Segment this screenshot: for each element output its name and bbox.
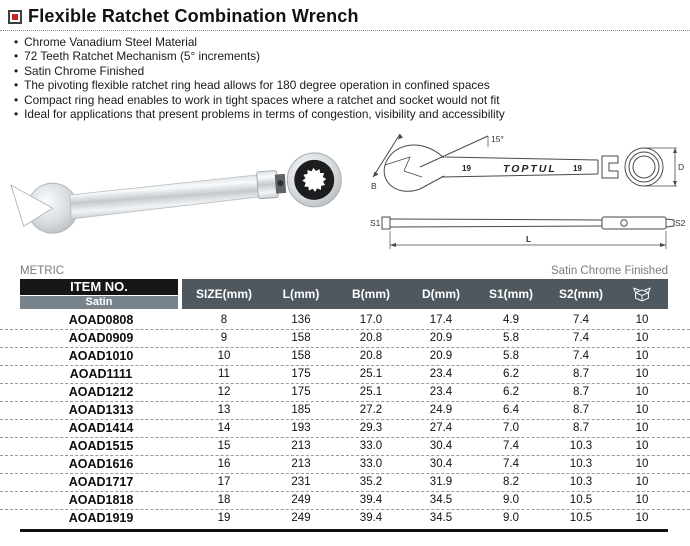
cell-item-no: AOAD1515	[68, 439, 134, 454]
feature-item	[14, 78, 690, 92]
cell-qty: 10	[635, 440, 649, 453]
cell-b: 20.8	[359, 332, 383, 345]
table-row	[0, 330, 690, 348]
cell-s1: 4.9	[503, 314, 519, 327]
col-header-b: B(mm)	[336, 279, 406, 309]
cell-s2: 7.4	[573, 314, 589, 327]
cell-s1: 5.8	[503, 332, 519, 345]
brand-text: TOPTUL	[503, 163, 557, 176]
cell-item-no: AOAD1212	[68, 385, 134, 400]
cell-size: 9	[220, 332, 228, 345]
table-row	[0, 402, 690, 420]
cell-s1: 6.4	[503, 404, 519, 417]
col-header-s2: S2(mm)	[546, 279, 616, 309]
cell-b: 39.4	[359, 512, 383, 525]
cell-s1: 7.0	[503, 422, 519, 435]
bullet-dot: •	[14, 49, 19, 64]
cell-d: 17.4	[429, 314, 453, 327]
cell-d: 30.4	[429, 440, 453, 453]
cell-item-no: AOAD1818	[68, 493, 134, 508]
cell-l: 193	[291, 422, 311, 435]
cell-l: 185	[291, 404, 311, 417]
cell-size: 13	[217, 404, 231, 417]
cell-s2: 10.3	[569, 476, 593, 489]
cell-b: 29.3	[359, 422, 383, 435]
cell-s1: 8.2	[503, 476, 519, 489]
cell-qty: 10	[635, 512, 649, 525]
cell-size: 8	[220, 314, 228, 327]
cell-s2: 10.5	[569, 494, 593, 507]
cell-d: 20.9	[429, 350, 453, 363]
table-row	[0, 474, 690, 492]
page-title: Flexible Ratchet Combination Wrench	[28, 6, 359, 26]
feature-text: Satin Chrome Finished	[24, 63, 145, 78]
cell-l: 158	[291, 332, 311, 345]
cell-d: 30.4	[429, 458, 453, 471]
cell-b: 27.2	[359, 404, 383, 417]
cell-l: 249	[291, 512, 311, 525]
feature-list	[0, 31, 690, 121]
cell-qty: 10	[635, 368, 649, 381]
cell-s1: 6.2	[503, 386, 519, 399]
table-row	[0, 492, 690, 510]
size-stamp-right: 19	[573, 164, 582, 174]
cell-size: 11	[218, 368, 230, 381]
cell-s2: 10.3	[569, 458, 593, 471]
cell-b: 35.2	[359, 476, 383, 489]
cell-l: 231	[291, 476, 311, 489]
cell-item-no: AOAD1616	[68, 457, 134, 472]
cell-qty: 10	[635, 476, 649, 489]
feature-text: The pivoting flexible ratchet ring head allows for 180 degree operation in confined spaces	[24, 78, 490, 93]
cell-qty: 10	[635, 386, 649, 399]
feature-text: Ideal for applications that present problems in terms of congestion, visibility and accessibility	[24, 107, 505, 122]
bullet-dot: •	[14, 78, 19, 93]
finish-label: Satin Chrome Finished	[551, 265, 668, 278]
feature-item	[14, 93, 690, 107]
col-header-s1: S1(mm)	[476, 279, 546, 309]
red-square-bullet-icon	[8, 10, 22, 24]
cell-size: 12	[217, 386, 231, 399]
cell-item-no: AOAD1919	[68, 511, 134, 526]
cell-s2: 8.7	[573, 404, 589, 417]
cell-s2: 8.7	[573, 422, 589, 435]
cell-item-no: AOAD1313	[68, 403, 134, 418]
satin-subheader: Satin	[20, 296, 178, 309]
dim-s1-label: S1	[370, 218, 381, 229]
table-row	[0, 312, 690, 330]
dim-d-label: D	[678, 162, 685, 173]
cell-size: 18	[217, 494, 231, 507]
cell-qty: 10	[635, 332, 649, 345]
cell-size: 10	[217, 350, 231, 363]
cell-d: 27.4	[429, 422, 453, 435]
cell-d: 34.5	[429, 512, 453, 525]
angle-label: 15°	[491, 134, 504, 145]
feature-text: Compact ring head enables to work in tight spaces where a ratchet and socket would not fit	[24, 92, 500, 107]
cell-size: 15	[217, 440, 231, 453]
dim-s2-label: S2	[675, 218, 686, 229]
cell-d: 23.4	[429, 368, 453, 381]
cell-qty: 10	[635, 458, 649, 471]
cell-item-no: AOAD0808	[68, 313, 134, 328]
feature-item	[14, 64, 690, 78]
cell-l: 249	[291, 494, 311, 507]
dim-b-label: B	[371, 181, 377, 192]
cell-s2: 8.7	[573, 368, 589, 381]
cell-s2: 7.4	[573, 332, 589, 345]
metric-label: METRIC	[20, 265, 65, 278]
cell-s1: 7.4	[503, 458, 519, 471]
cell-size: 16	[217, 458, 231, 471]
feature-item	[14, 35, 690, 49]
cell-b: 33.0	[359, 440, 383, 453]
table-bottom-rule	[20, 529, 668, 532]
cell-b: 39.4	[359, 494, 383, 507]
table-row	[0, 348, 690, 366]
cell-item-no: AOAD1717	[68, 475, 134, 490]
cell-l: 213	[291, 440, 311, 453]
cell-s1: 7.4	[503, 440, 519, 453]
carton-box-icon	[631, 285, 653, 304]
cell-l: 175	[291, 368, 311, 381]
cell-s1: 9.0	[503, 512, 519, 525]
table-row	[0, 438, 690, 456]
cell-l: 213	[291, 458, 311, 471]
table-row	[0, 366, 690, 384]
spec-table-header	[20, 279, 668, 309]
feature-text: 72 Teeth Ratchet Mechanism (5° increments)	[24, 49, 261, 64]
cell-item-no: AOAD1010	[68, 349, 134, 364]
cell-s1: 5.8	[503, 350, 519, 363]
table-row	[0, 456, 690, 474]
col-header-qty	[616, 279, 668, 309]
dim-l-label: L	[526, 234, 532, 245]
cell-b: 17.0	[359, 314, 383, 327]
cell-qty: 10	[635, 404, 649, 417]
dimension-drawing-front	[370, 127, 686, 207]
cell-s2: 10.5	[569, 512, 593, 525]
cell-qty: 10	[635, 314, 649, 327]
cell-size: 17	[217, 476, 231, 489]
cell-b: 25.1	[359, 386, 383, 399]
cell-d: 23.4	[429, 386, 453, 399]
col-header-l: L(mm)	[266, 279, 336, 309]
cell-item-no: AOAD1414	[68, 421, 134, 436]
cell-size: 19	[217, 512, 231, 525]
bullet-dot: •	[14, 92, 19, 107]
product-figures	[0, 123, 690, 263]
cell-b: 33.0	[359, 458, 383, 471]
dimension-drawing-side	[370, 209, 686, 263]
product-photo-wrench	[8, 125, 360, 261]
cell-s1: 9.0	[503, 494, 519, 507]
cell-b: 25.1	[359, 368, 383, 381]
table-row	[0, 510, 690, 528]
bullet-dot: •	[14, 107, 19, 122]
cell-d: 24.9	[429, 404, 453, 417]
cell-s1: 6.2	[503, 368, 519, 381]
cell-qty: 10	[635, 350, 649, 363]
cell-l: 136	[291, 314, 311, 327]
cell-qty: 10	[635, 494, 649, 507]
feature-item	[14, 107, 690, 121]
cell-s2: 8.7	[573, 386, 589, 399]
table-row	[0, 420, 690, 438]
cell-qty: 10	[635, 422, 649, 435]
table-meta	[20, 265, 668, 277]
cell-l: 158	[291, 350, 311, 363]
bullet-dot: •	[14, 35, 19, 49]
cell-d: 20.9	[429, 332, 453, 345]
cell-b: 20.8	[359, 350, 383, 363]
bullet-dot: •	[14, 63, 19, 78]
size-stamp-left: 19	[462, 164, 471, 174]
cell-l: 175	[291, 386, 311, 399]
item-no-header: ITEM NO.	[20, 279, 178, 295]
table-row	[0, 384, 690, 402]
col-header-size: SIZE(mm)	[182, 279, 266, 309]
cell-s2: 10.3	[569, 440, 593, 453]
cell-item-no: AOAD1111	[69, 367, 133, 382]
page-header	[0, 0, 690, 31]
col-header-d: D(mm)	[406, 279, 476, 309]
cell-size: 14	[217, 422, 231, 435]
cell-s2: 7.4	[573, 350, 589, 363]
cell-item-no: AOAD0909	[68, 331, 134, 346]
cell-d: 34.5	[429, 494, 453, 507]
item-no-header-stack	[20, 279, 178, 309]
table-body	[0, 312, 690, 528]
feature-text: Chrome Vanadium Steel Material	[24, 35, 198, 49]
feature-item	[14, 49, 690, 63]
cell-d: 31.9	[429, 476, 453, 489]
